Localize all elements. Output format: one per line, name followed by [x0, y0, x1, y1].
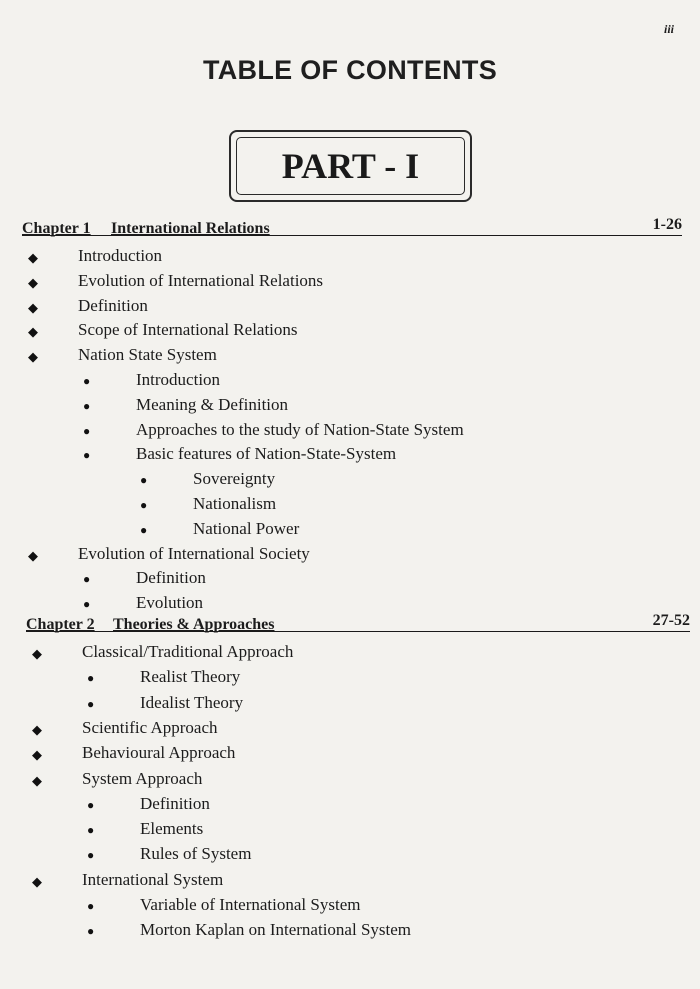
round-bullet-icon: ● [87, 797, 95, 812]
page-title: TABLE OF CONTENTS [202, 55, 498, 85]
toc-entry: Nation State System [78, 345, 217, 365]
toc-entry: Variable of International System [140, 895, 361, 914]
round-bullet-icon: ● [87, 924, 95, 939]
toc-entry: Meaning & Definition [136, 394, 289, 414]
round-bullet-icon: ● [83, 597, 91, 612]
round-bullet-icon: ● [83, 398, 91, 413]
toc-entry: Realist Theory [140, 667, 241, 687]
round-bullet-icon: ● [87, 899, 95, 913]
toc-entry: Approaches to the study of Nation-State System [136, 419, 464, 439]
toc-entry: Definition [136, 568, 206, 588]
toc-entry: National Power [193, 518, 300, 538]
diamond-bullet-icon: ◆ [28, 547, 38, 563]
diamond-bullet-icon: ◆ [28, 299, 38, 315]
round-bullet-icon: ● [140, 473, 148, 488]
toc-entry: Evolution of International Relations [78, 270, 324, 290]
toc-entry: Definition [78, 295, 148, 315]
chapter-number: Chapter 1 [22, 220, 91, 237]
chapter-number: Chapter 2 [26, 616, 95, 633]
round-bullet-icon: ● [87, 671, 95, 686]
chapter-title: International Relations [111, 220, 270, 237]
diamond-bullet-icon: ◆ [28, 274, 38, 290]
toc-entry: Behavioural Approach [82, 743, 236, 763]
diamond-bullet-icon: ◆ [32, 747, 42, 763]
diamond-bullet-icon: ◆ [28, 324, 38, 340]
toc-entry: System Approach [82, 768, 203, 788]
diamond-bullet-icon: ◆ [32, 721, 42, 737]
toc-entry: Sovereignty [193, 469, 276, 489]
diamond-bullet-icon: ◆ [28, 250, 38, 265]
toc-entry: Scientific Approach [82, 717, 218, 737]
toc-entry: Idealist Theory [140, 692, 244, 712]
round-bullet-icon: ● [83, 374, 91, 388]
round-bullet-icon: ● [140, 522, 148, 537]
toc-entry: Elements [140, 819, 204, 839]
toc-entry: Morton Kaplan on International System [140, 920, 412, 940]
round-bullet-icon: ● [83, 572, 91, 587]
toc-entry: Scope of International Relations [78, 320, 298, 340]
toc-entry: Introduction [78, 246, 163, 265]
part-frame [229, 130, 472, 202]
chapter-pages: 1-26 [652, 216, 682, 233]
toc-entry: Evolution of International Society [78, 543, 310, 563]
toc-entry: Rules of System [140, 844, 252, 864]
toc-entry: Basic features of Nation-State-System [136, 444, 397, 464]
diamond-bullet-icon: ◆ [32, 873, 42, 889]
round-bullet-icon: ● [83, 423, 91, 438]
page-number: iii [664, 22, 675, 36]
toc-entry: Classical/Traditional Approach [82, 642, 294, 661]
diamond-bullet-icon: ◆ [32, 772, 42, 788]
chapter-pages: 27-52 [652, 612, 690, 629]
toc-entry: Evolution [136, 593, 204, 613]
round-bullet-icon: ● [87, 696, 95, 711]
round-bullet-icon: ● [83, 448, 91, 463]
toc-entry: International System [82, 869, 224, 889]
round-bullet-icon: ● [140, 498, 148, 512]
chapter-heading [26, 609, 690, 632]
toc-entry: Nationalism [193, 494, 277, 513]
diamond-bullet-icon: ◆ [32, 646, 42, 661]
round-bullet-icon: ● [87, 848, 95, 863]
diamond-bullet-icon: ◆ [28, 349, 38, 365]
part-label: PART - I [236, 137, 465, 195]
toc-entry: Introduction [136, 370, 221, 389]
chapter-heading [22, 213, 682, 236]
round-bullet-icon: ● [87, 823, 95, 838]
toc-entry: Definition [140, 793, 210, 813]
chapter-title: Theories & Approaches [113, 616, 275, 633]
